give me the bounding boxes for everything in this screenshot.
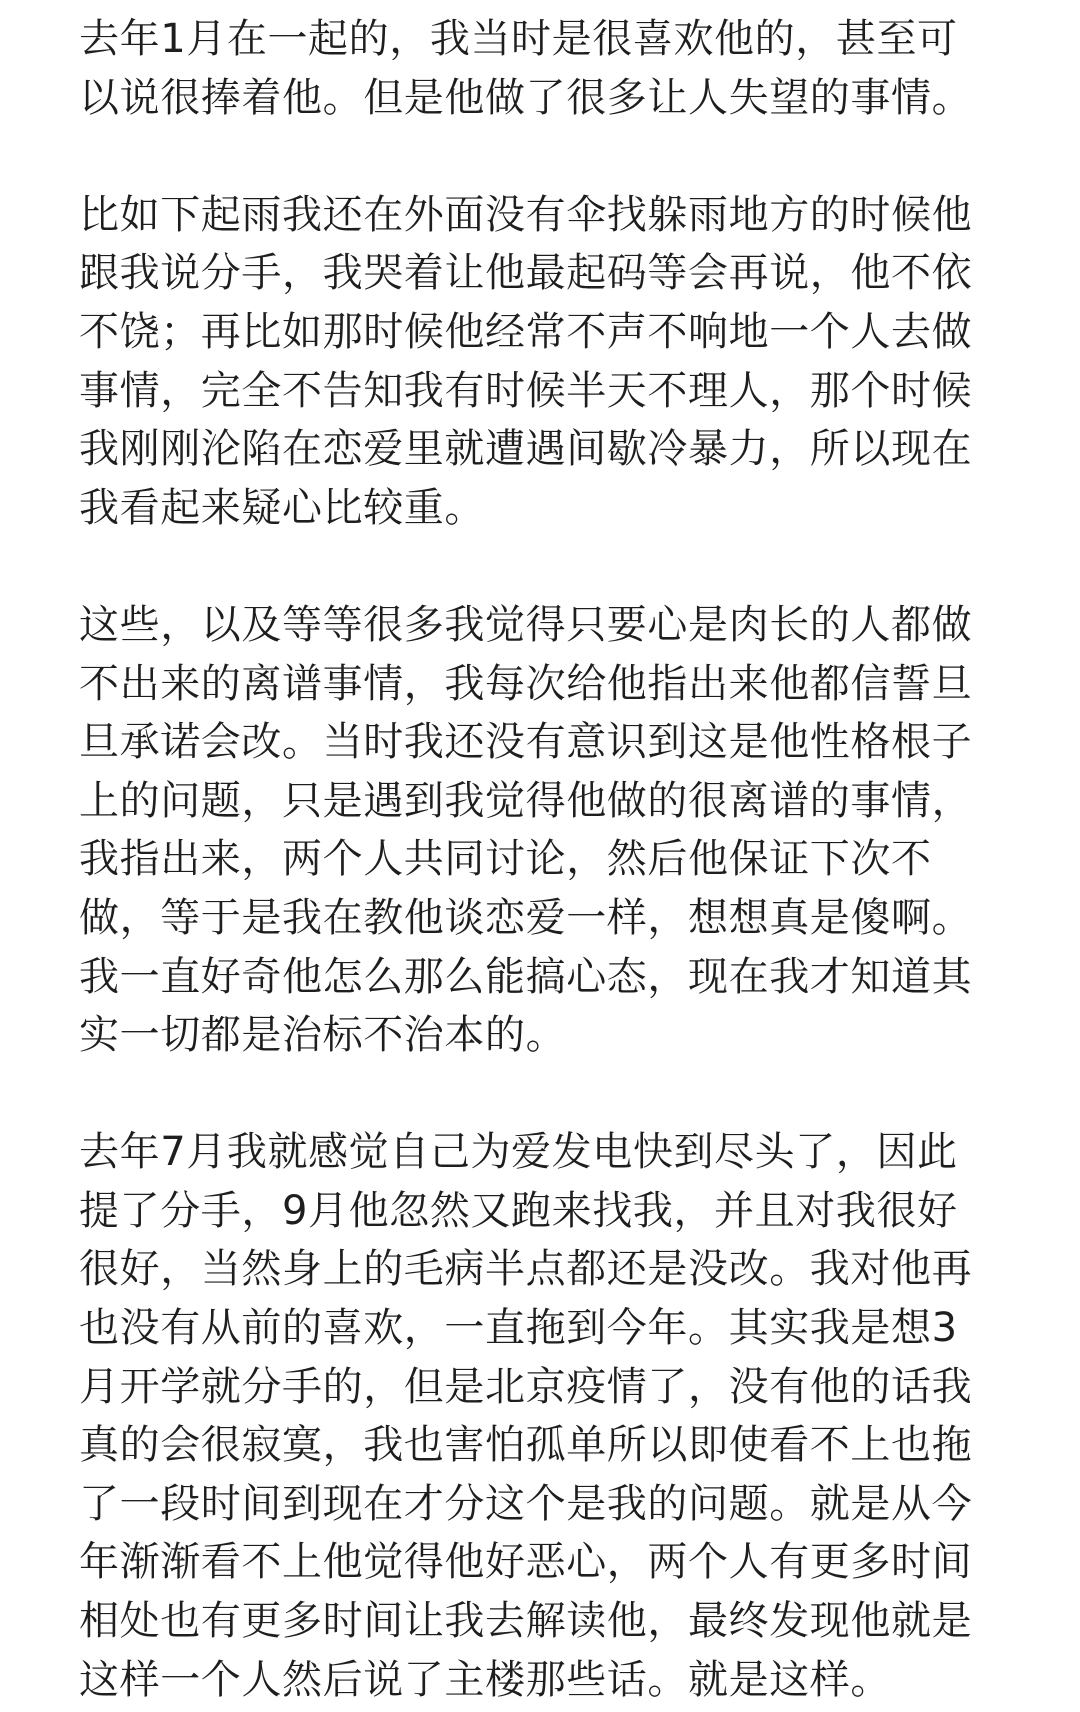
paragraph-3: 这些，以及等等很多我觉得只要心是肉长的人都做 不出来的离谱事情，我每次给他指出来他都信誓旦 旦承诺会改。当时我还没有意识到这是他性格根子 上的问题，只是遇到我觉得他做的很离谱的事情， 我指出来，两个人共同讨论，然后他保证下次不 做，等于是我在教他谈恋爱一样，想想真是傻啊。 我一直好奇他怎么那么能搞心态，现在我才知道其 实一切都是治标不治本的。 xyxy=(79,601,973,1059)
paragraph-2: 比如下起雨我还在外面没有伞找躲雨地方的时候他 跟我说分手，我哭着让他最起码等会再说，他不依 不饶；再比如那时候他经常不声不响地一个人去做 事情，完全不告知我有时候半天不理人，那个时候 我刚刚沦陷在恋爱里就遭遇间歇冷暴力，所以现在 我看起来疑心比较重。 xyxy=(79,191,973,531)
paragraph-4: 去年7月我就感觉自己为爱发电快到尽头了，因此 提了分手，9月他忽然又跑来找我，并且对我很好 很好，当然身上的毛病半点都还是没改。我对他再 也没有从前的喜欢，一直拖到今年。其实我是想3 月开学就分手的，但是北京疫情了，没有他的话我 真的会很寂寞，我也害怕孤单所以即使看不上也拖 了一段时间到现在才分这个是我的问题。就是从今 年渐渐看不上他觉得他好恶心，两个人有更多时间 相处也有更多时间让我去解读他，最终发现他就是 这样一个人然后说了主楼那些话。就是这样。 xyxy=(79,1129,973,1703)
paragraph-1: 去年1月在一起的，我当时是很喜欢他的，甚至可 以说很捧着他。但是他做了很多让人失望的事情。 xyxy=(79,16,973,121)
post-body xyxy=(79,10,1019,1709)
